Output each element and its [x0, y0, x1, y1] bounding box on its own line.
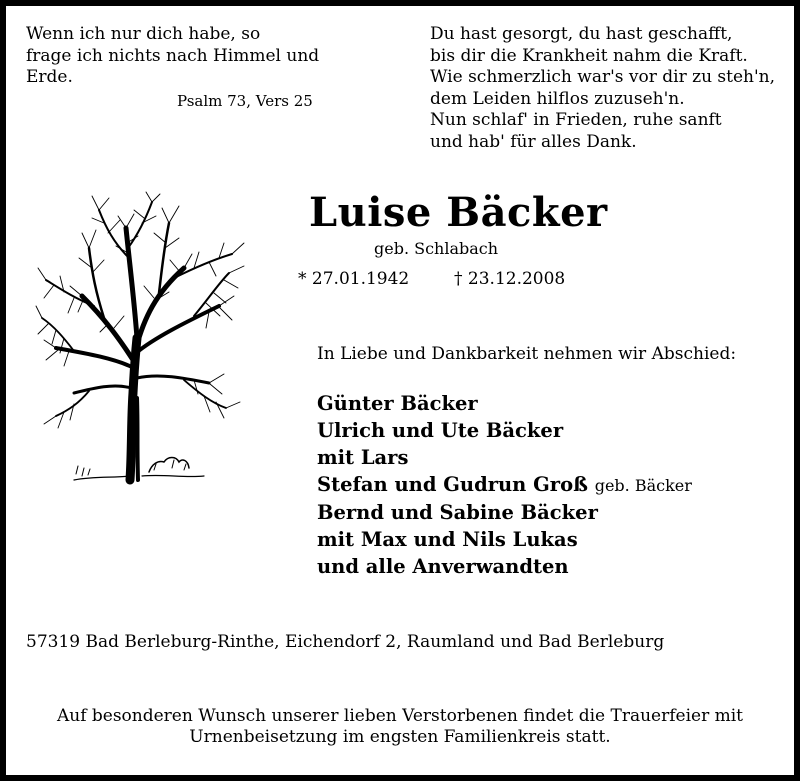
mourner-line [317, 444, 692, 471]
mourner-name: Günter Bäcker [317, 392, 478, 415]
mourner-line [317, 526, 692, 553]
psalm-line: Erde. [26, 67, 73, 87]
notice-line: Auf besonderen Wunsch unserer lieben Verstorbenen findet die Trauerfeier mit [56, 706, 744, 726]
mourner-name: Ulrich und Ute Bäcker [317, 419, 564, 442]
mourner-name: Stefan und Gudrun Groß [317, 473, 588, 496]
birth-date: * 27.01.1942 [298, 269, 410, 289]
poem-line: und hab' für alles Dank. [430, 131, 637, 152]
poem-line: Nun schlaf' in Frieden, ruhe sanft [430, 110, 722, 130]
farewell-line: In Liebe und Dankbarkeit nehmen wir Abschied: [317, 344, 737, 364]
mourner-name: mit Lars [317, 446, 409, 469]
mourner-name: mit Max und Nils Lukas [317, 528, 578, 551]
poem-line: Du hast gesorgt, du hast geschafft, [430, 24, 733, 44]
notice-line: Urnenbeisetzung im engsten Familienkreis statt. [189, 727, 611, 747]
deceased-name: Luise Bäcker [309, 189, 608, 236]
poem-line: bis dir die Krankheit nahm die Kraft. [430, 45, 748, 66]
mourners-list [317, 390, 692, 580]
mourner-line [317, 553, 692, 580]
mourner-name: Bernd und Sabine Bäcker [317, 501, 598, 524]
poem-line: Wie schmerzlich war's vor dir zu steh'n, [430, 67, 776, 87]
psalm-line: frage ich nichts nach Himmel und [26, 45, 320, 66]
psalm-verse [26, 24, 319, 89]
poem-line: dem Leiden hilflos zuzuseh'n. [430, 88, 685, 109]
bare-tree-illustration [34, 188, 254, 488]
mourner-line [317, 417, 692, 444]
death-date: † 23.12.2008 [454, 269, 566, 289]
maiden-name: geb. Schlabach [374, 239, 499, 258]
poem-verse [430, 24, 775, 153]
mourner-line [317, 471, 692, 499]
mourner-name: und alle Anverwandten [317, 555, 569, 578]
mourner-maiden-note: geb. Bäcker [594, 476, 692, 495]
mourner-line [317, 390, 692, 417]
psalm-line: Wenn ich nur dich habe, so [26, 24, 261, 44]
psalm-reference: Psalm 73, Vers 25 [177, 92, 313, 110]
mourner-line [317, 499, 692, 526]
family-address: 57319 Bad Berleburg-Rinthe, Eichendorf 2, Raumland und Bad Berleburg [26, 632, 665, 652]
funeral-notice [0, 706, 800, 748]
